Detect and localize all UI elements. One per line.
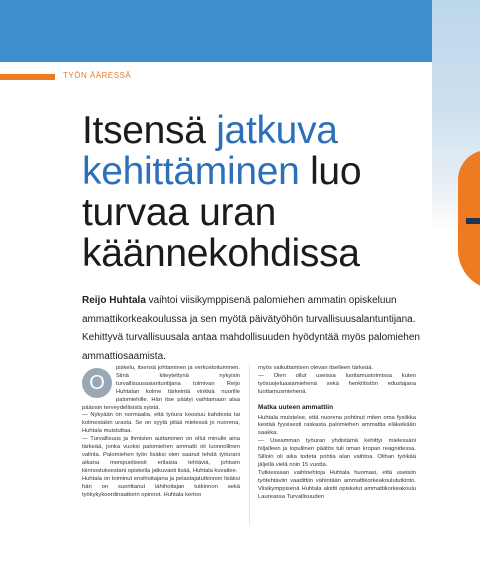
article-column-2 [258, 365, 416, 502]
column2-paragraph-1: myös vaikuttamisen olevan itselleen tärkeää. [258, 365, 374, 371]
column1-paragraph-2: — Nykyään on normaalia, että työura koostuu kahdesta tai kolmestakin urasta. Se on syytä pitää mielessä jo nuorena, Huhtala muistuttaa. [82, 412, 240, 435]
section-kicker: TYÖN ÄÄRESSÄ [63, 71, 132, 80]
section-accent-bar [0, 74, 55, 80]
firefighter-photo-uniform-stripe [466, 218, 480, 224]
column1-paragraph-1: piskelu, itsensä johtaminen ja verkostoituminen. Siinä kiteytettynä nykyisin turvallisuusasiantuntijana toimivan Reijo Huhtalan kolme tärkeintä vinkkiä nuorille palomiehille. Hän itse päätyi vaihtamaan alaa pääosin terveydellisistä syistä. [82, 365, 240, 411]
headline-part-1: Itsensä [82, 109, 217, 152]
drop-cap: O [82, 368, 112, 398]
headline-highlight: jatkuva kehittäminen [82, 109, 338, 193]
article-column-1 [82, 365, 240, 499]
column2-paragraph-3: Huhtala muistelee, että nuorena pohtinut miten oma fysiikka kestää fyysisesti raskasta palomiehen ammattia eläkeikään saakka. [258, 414, 416, 437]
column2-paragraph-2: — Olen ollut useissa luottamustoimissa kuten työsuojeluasiamiehenä sekä henkilöstön edustajana luottamusmiehenä. [258, 372, 416, 395]
column2-paragraph-4: — Useamman työuran yhdistämä kehittyi mielessäni hiljalleen ja lopullinen päätös tuli oman kropan reagoidessa. Silloin oli aika todeta pohtia alan vaihtoa. Olihan työikää jäljellä vielä noin 15 vuotta. [258, 438, 416, 468]
column1-paragraph-4: Huhtala on toiminut ensihoitajana ja pelastajatutkinnon lisäksi hän on suorittanut lähihoitajan tutkinnon sekä työkykykoordinaattorin opinnot. Huhtala kertoo [82, 475, 240, 498]
article-headline [82, 110, 432, 274]
headline-part-3: luo turvaa uran käännekohdissa [82, 150, 362, 275]
column1-paragraph-3: — Turvallisuus ja ihmisten auttaminen on ollut minulle aina tärkeää, jonka vuoksi palomiehen ammatti oli luonnollinen valinta. Palomiehen työn lisäksi olen saanut tehdä työurani aikana monipuolisesti erilaisia tehtäviä, johtuen kiinnostuksestani opiskella jatkuvasti lisää, Huhtala kuvailee. [82, 436, 240, 474]
column-divider [249, 365, 250, 525]
section-subheading: Matka uuteen ammattiin [258, 403, 334, 411]
top-color-banner [0, 0, 432, 62]
column2-paragraph-5: Tutkiessaan vaihtoehtoja Huhtala huomasi, että useisiin työtehtäviin vaadittiin vähintään ammattikorkeakoulututkinto. Viisikymppisenä Huhtala aloitti opiskelut ammattikorkeakoulu Laureassa Turvallisuuden [258, 469, 416, 500]
article-intro [82, 292, 422, 366]
intro-person-name: Reijo Huhtala [82, 295, 146, 306]
intro-text: vaihtoi viisikymppisenä palomiehen ammatin opiskeluun ammattikorkeakoulussa ja sen myötä päivätyöhön turvallisuusalantuntijana. Kehittyvä turvallisuusala antaa mahdollisuuden hyödyntää myös palomiehen ammattiosaamista. [82, 295, 420, 362]
